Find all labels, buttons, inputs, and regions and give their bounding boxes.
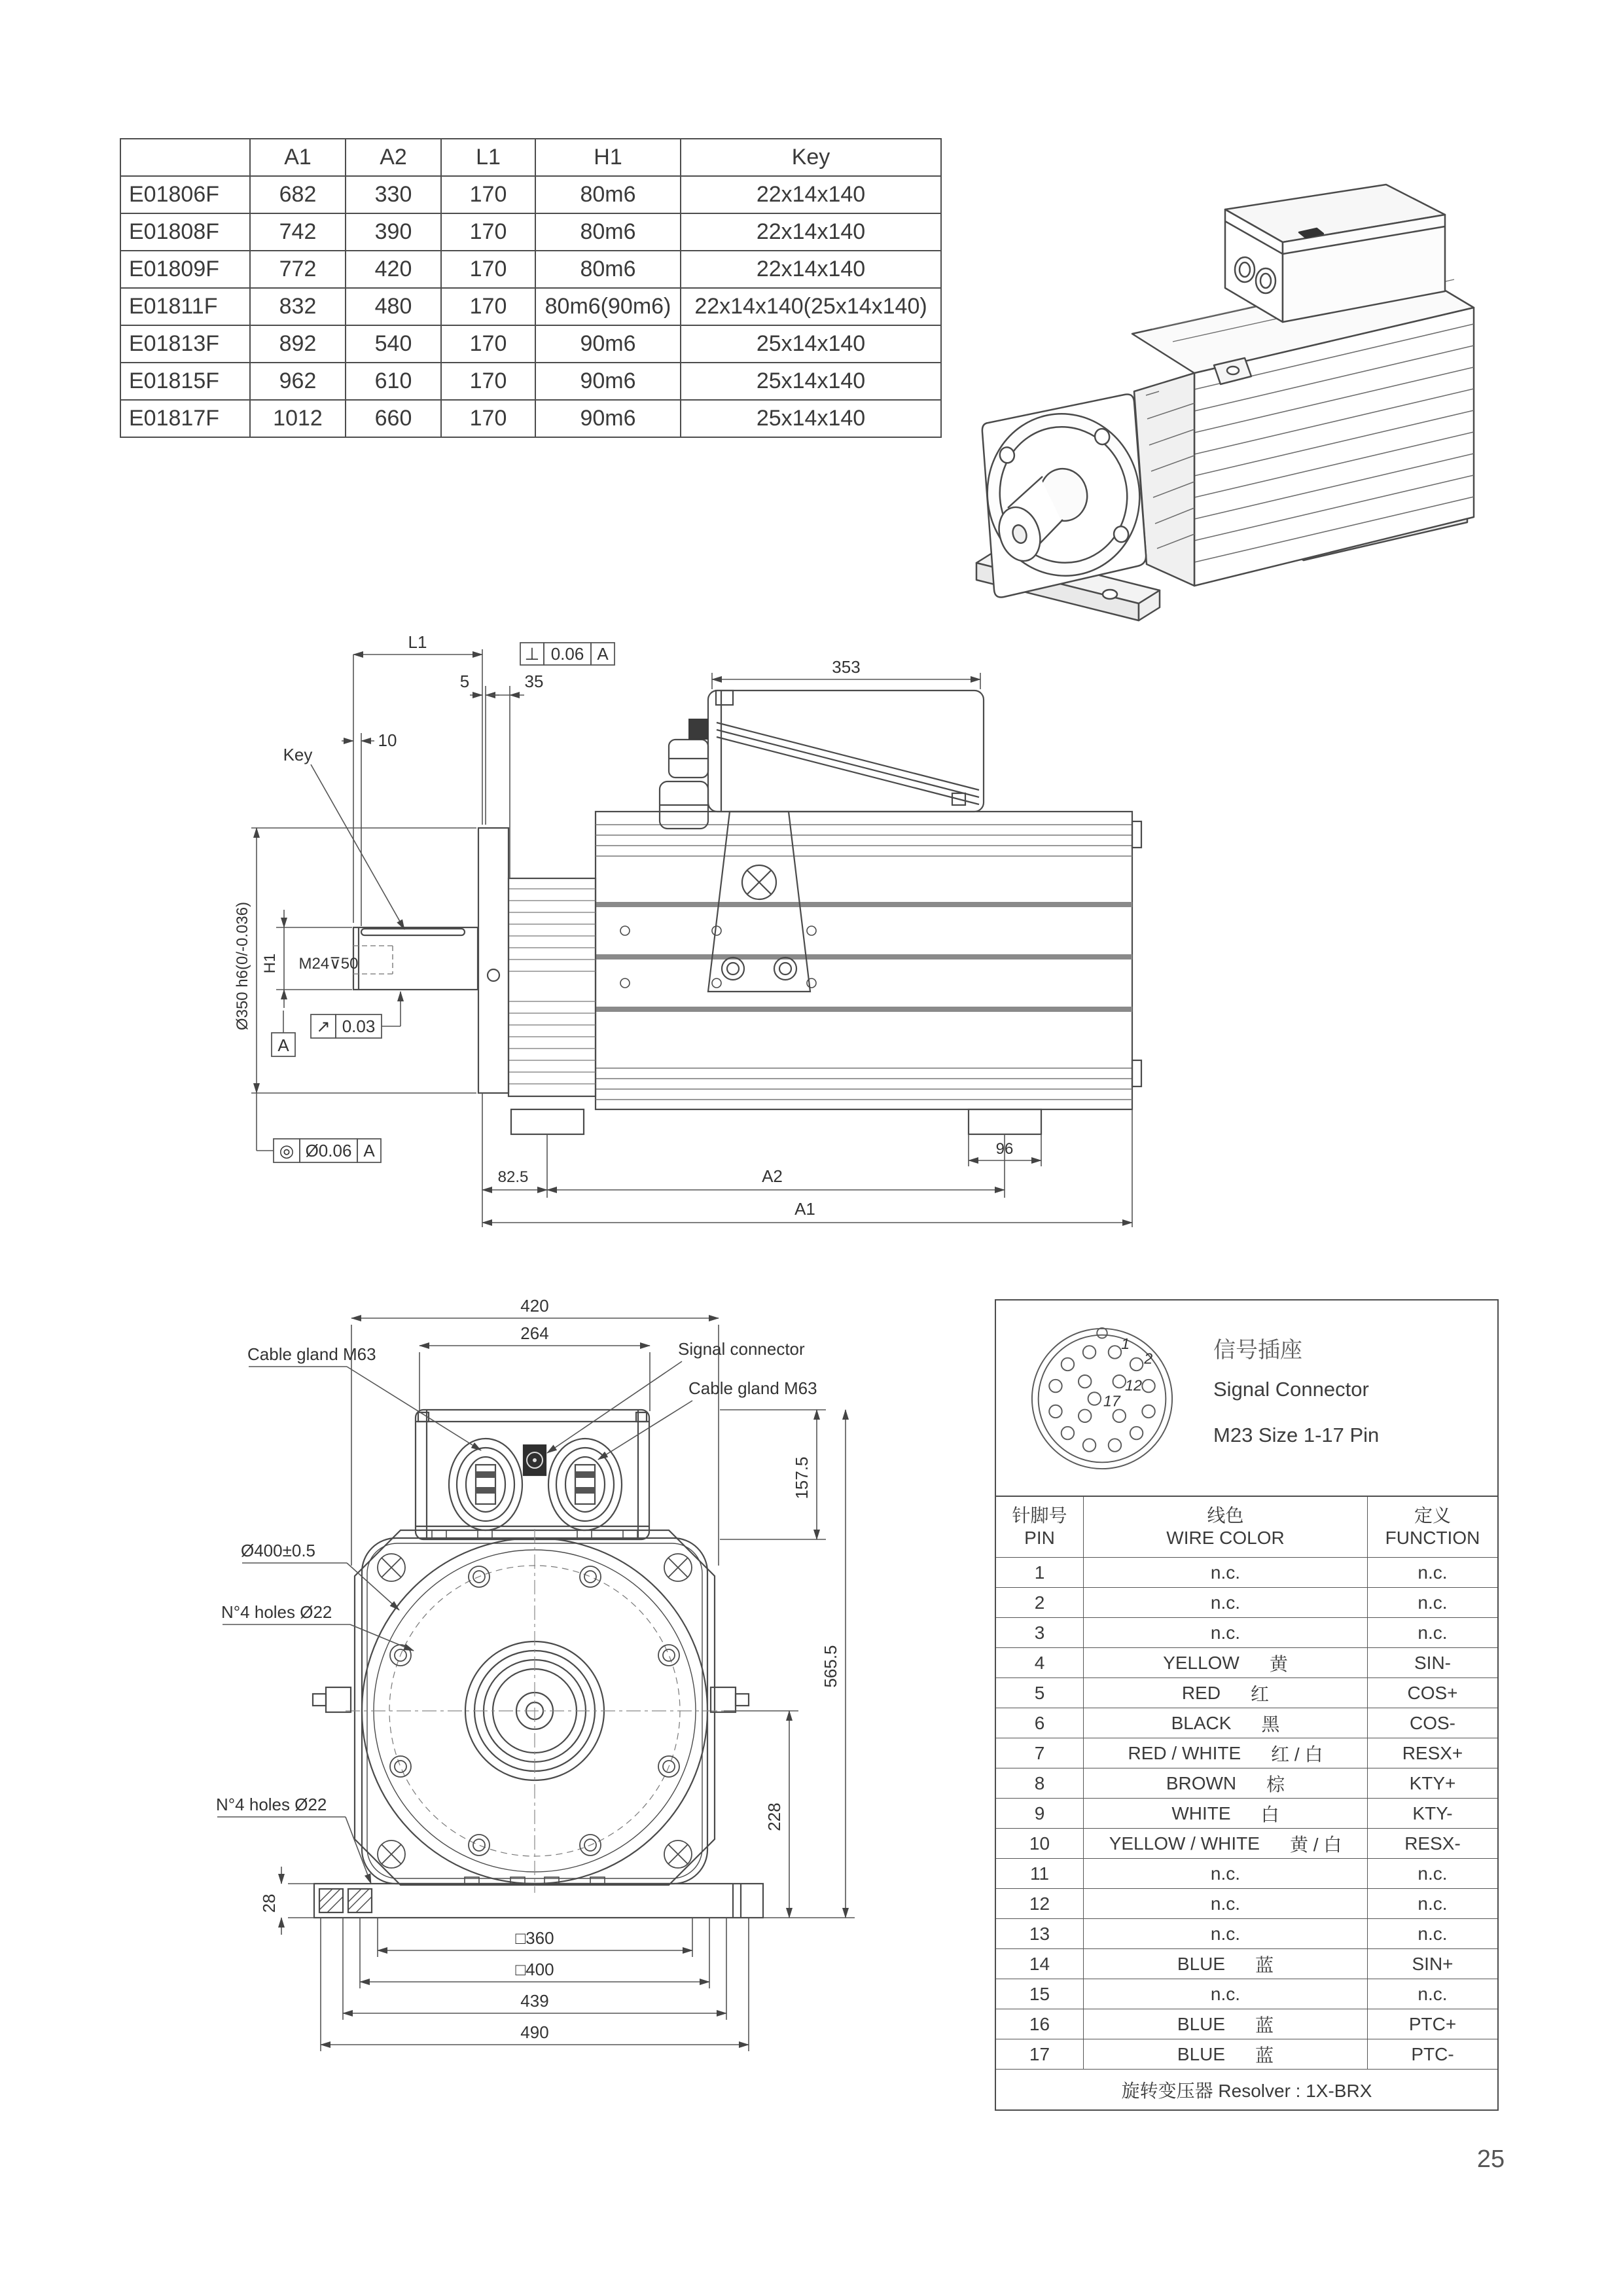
- motor-isometric-illustration: [916, 170, 1525, 622]
- pin-2-label: 2: [1144, 1350, 1153, 1367]
- model-cell: E01817F: [120, 400, 250, 437]
- h1-cell: 90m6: [535, 400, 681, 437]
- l1-cell: 170: [441, 325, 535, 363]
- page-number: 25: [1476, 2145, 1505, 2173]
- pin-header-en: PIN: [1024, 1528, 1055, 1548]
- key-cell: 25x14x140: [681, 363, 941, 400]
- a2-cell: 390: [346, 213, 441, 251]
- model-cell: E01815F: [120, 363, 250, 400]
- l1-cell: 170: [441, 400, 535, 437]
- pin-cell: 5: [996, 1677, 1083, 1708]
- cable-gland-right-label: Cable gland M63: [688, 1378, 817, 1398]
- spec-header-a1: A1: [250, 139, 346, 176]
- model-cell: E01809F: [120, 251, 250, 288]
- dim-353: 353: [832, 657, 861, 677]
- connector-subtitle: M23 Size 1-17 Pin: [1213, 1424, 1380, 1446]
- dim-a1: A1: [794, 1199, 815, 1219]
- func-header-en: FUNCTION: [1385, 1528, 1480, 1548]
- resolver-footer: 旋转变压器 Resolver : 1X-BRX: [996, 2069, 1497, 2109]
- a1-cell: 1012: [250, 400, 346, 437]
- h1-cell: 90m6: [535, 363, 681, 400]
- dim-264: 264: [520, 1323, 549, 1343]
- function-cell: n.c.: [1367, 1587, 1497, 1617]
- connector-title-en: Signal Connector: [1213, 1378, 1369, 1401]
- h1-cell: 80m6: [535, 251, 681, 288]
- model-cell: E01813F: [120, 325, 250, 363]
- a1-cell: 772: [250, 251, 346, 288]
- wire-color-cell: [1083, 1557, 1367, 1587]
- wire-color-en: WHITE: [1171, 1803, 1231, 1823]
- wire-color-cell: [1083, 1948, 1367, 1979]
- pin-cell: 9: [996, 1798, 1083, 1828]
- holes-label-top: N°4 holes Ø22: [221, 1602, 332, 1622]
- dim-l1: L1: [408, 632, 427, 652]
- wire-color-en: n.c.: [1210, 1592, 1241, 1613]
- function-cell: n.c.: [1367, 1557, 1497, 1587]
- spec-header-l1: L1: [441, 139, 535, 176]
- connector-panel: [995, 1299, 1499, 2111]
- side-view-frames: [272, 643, 615, 1162]
- tolerance-value: Ø0.06: [305, 1141, 352, 1160]
- function-col-header: [1367, 1497, 1497, 1557]
- dim-sq400: □400: [515, 1960, 554, 1979]
- cable-gland-left-label: Cable gland M63: [247, 1344, 376, 1364]
- func-header-cn: 定义: [1414, 1505, 1451, 1526]
- a1-cell: 742: [250, 213, 346, 251]
- h1-cell: 80m6: [535, 176, 681, 213]
- runout-icon: ↗: [316, 1016, 330, 1036]
- function-cell: PTC-: [1367, 2039, 1497, 2069]
- side-view-labels: [234, 632, 1013, 1219]
- table-row: [120, 288, 941, 325]
- wire-color-cell: [1083, 1708, 1367, 1738]
- model-cell: E01808F: [120, 213, 250, 251]
- pin-cell: 17: [996, 2039, 1083, 2069]
- wire-color-cell: [1083, 1979, 1367, 2009]
- pin-col-header: [996, 1497, 1083, 1557]
- dim-10: 10: [378, 730, 397, 750]
- a2-cell: 480: [346, 288, 441, 325]
- a2-cell: 610: [346, 363, 441, 400]
- key-cell: 22x14x140: [681, 176, 941, 213]
- wire-color-en: BROWN: [1166, 1772, 1237, 1793]
- function-cell: RESX-: [1367, 1828, 1497, 1858]
- key-label: Key: [283, 745, 313, 764]
- datum-ref: A: [597, 644, 609, 664]
- dim-35: 35: [524, 672, 544, 691]
- spec-header-row: [120, 139, 941, 176]
- model-cell: E01811F: [120, 288, 250, 325]
- front-view-drawing: [183, 1296, 942, 2094]
- table-row: [120, 176, 941, 213]
- function-cell: SIN+: [1367, 1948, 1497, 1979]
- spec-header-key: Key: [681, 139, 941, 176]
- cable-gland-right-front: [548, 1439, 622, 1530]
- wire-color-cn: 棕: [1266, 1774, 1285, 1795]
- wire-color-cell: [1083, 1647, 1367, 1677]
- pin-cell: 7: [996, 1738, 1083, 1768]
- function-cell: n.c.: [1367, 1617, 1497, 1647]
- spec-header-blank: [120, 139, 250, 176]
- wire-color-cell: [1083, 1677, 1367, 1708]
- wire-color-cn: 蓝: [1255, 2045, 1274, 2066]
- function-cell: KTY-: [1367, 1798, 1497, 1828]
- function-cell: n.c.: [1367, 1979, 1497, 2009]
- pin-cell: 13: [996, 1918, 1083, 1948]
- function-cell: SIN-: [1367, 1647, 1497, 1677]
- signal-connector-label: Signal connector: [678, 1339, 805, 1359]
- wire-color-cell: [1083, 1828, 1367, 1858]
- wire-color-cell: [1083, 1858, 1367, 1888]
- dim-sq360: □360: [515, 1928, 554, 1948]
- wire-color-cell: [1083, 1617, 1367, 1647]
- wire-color-cell: [1083, 1738, 1367, 1768]
- spec-header-h1: H1: [535, 139, 681, 176]
- perpendicularity-icon: ⊥: [524, 644, 540, 664]
- function-cell: n.c.: [1367, 1858, 1497, 1888]
- function-cell: KTY+: [1367, 1768, 1497, 1798]
- model-cell: E01806F: [120, 176, 250, 213]
- function-cell: COS-: [1367, 1708, 1497, 1738]
- wire-color-cell: [1083, 1768, 1367, 1798]
- key-cell: 25x14x140: [681, 325, 941, 363]
- table-row: [120, 213, 941, 251]
- key-cell: 22x14x140: [681, 213, 941, 251]
- function-cell: RESX+: [1367, 1738, 1497, 1768]
- wire-color-en: n.c.: [1210, 1923, 1241, 1944]
- key-cell: 22x14x140: [681, 251, 941, 288]
- dim-shaft-diameter: Ø350 h6(0/-0.036): [234, 901, 251, 1031]
- l1-cell: 170: [441, 176, 535, 213]
- pin-cell: 4: [996, 1647, 1083, 1677]
- wire-color-cn: 蓝: [1255, 2015, 1274, 2036]
- wire-color-col-header: [1083, 1497, 1367, 1557]
- pin-header-cn: 针脚号: [1012, 1505, 1067, 1526]
- dim-439: 439: [520, 1991, 549, 2011]
- l1-cell: 170: [441, 288, 535, 325]
- tolerance-value: 0.06: [550, 644, 584, 664]
- dim-28: 28: [259, 1893, 279, 1913]
- function-cell: n.c.: [1367, 1918, 1497, 1948]
- wire-color-cn: 白: [1260, 1804, 1279, 1825]
- wire-color-en: n.c.: [1210, 1622, 1241, 1643]
- wire-color-cell: [1083, 1798, 1367, 1828]
- dim-157-5: 157.5: [792, 1456, 812, 1499]
- pin-1-label: 1: [1121, 1335, 1130, 1353]
- cable-gland-left-front: [449, 1439, 522, 1530]
- table-row: [120, 363, 941, 400]
- a2-cell: 420: [346, 251, 441, 288]
- signal-connector-front: [524, 1445, 546, 1475]
- datum-a-label: A: [277, 1035, 289, 1055]
- a1-cell: 682: [250, 176, 346, 213]
- pin-cell: 14: [996, 1948, 1083, 1979]
- l1-cell: 170: [441, 251, 535, 288]
- wire-color-en: BLUE: [1177, 2043, 1226, 2064]
- spec-header-a2: A2: [346, 139, 441, 176]
- connector-pin-holes: [1049, 1346, 1155, 1452]
- dia-400-label: Ø400±0.5: [241, 1541, 316, 1560]
- h1-cell: 80m6(90m6): [535, 288, 681, 325]
- wire-color-en: n.c.: [1210, 1562, 1241, 1583]
- wire-color-cell: [1083, 2009, 1367, 2039]
- wire-color-en: RED / WHITE: [1128, 1742, 1241, 1763]
- base-plate: [314, 1884, 763, 1918]
- a2-cell: 330: [346, 176, 441, 213]
- l1-cell: 170: [441, 363, 535, 400]
- pin-12-label: 12: [1125, 1376, 1143, 1394]
- pin-cell: 6: [996, 1708, 1083, 1738]
- wire-color-cell: [1083, 1918, 1367, 1948]
- pin-cell: 16: [996, 2009, 1083, 2039]
- a1-cell: 832: [250, 288, 346, 325]
- datum-ref: A: [363, 1141, 375, 1160]
- color-header-cn: 线色: [1207, 1505, 1244, 1526]
- spec-table: [120, 138, 942, 438]
- function-cell: PTC+: [1367, 2009, 1497, 2039]
- dim-490: 490: [520, 2022, 549, 2042]
- concentricity-icon: ◎: [279, 1141, 294, 1160]
- wire-color-en: n.c.: [1210, 1893, 1241, 1914]
- table-row: [120, 400, 941, 437]
- wire-color-en: YELLOW / WHITE: [1109, 1833, 1260, 1854]
- dim-h1: H1: [261, 953, 279, 974]
- wire-color-en: BLUE: [1177, 1953, 1226, 1974]
- thread-callout: M24⊽50: [298, 955, 359, 973]
- pin-cell: 3: [996, 1617, 1083, 1647]
- h1-cell: 80m6: [535, 213, 681, 251]
- table-row: [120, 251, 941, 288]
- wire-color-cn: 黄 / 白: [1289, 1834, 1342, 1855]
- wire-color-en: n.c.: [1210, 1863, 1241, 1884]
- pin-cell: 11: [996, 1858, 1083, 1888]
- function-cell: COS+: [1367, 1677, 1497, 1708]
- wire-color-en: RED: [1181, 1682, 1221, 1703]
- connector-header: [996, 1300, 1497, 1497]
- connector-face-diagram: [1010, 1303, 1194, 1494]
- pin-cell: 12: [996, 1888, 1083, 1918]
- wire-color-cell: [1083, 1888, 1367, 1918]
- wire-color-cn: 黑: [1261, 1713, 1280, 1734]
- wire-color-cn: 红 / 白: [1271, 1744, 1323, 1765]
- l1-cell: 170: [441, 213, 535, 251]
- tolerance-value: 0.03: [342, 1016, 376, 1036]
- pin-cell: 1: [996, 1557, 1083, 1587]
- dim-82-5: 82.5: [497, 1168, 529, 1186]
- a1-cell: 892: [250, 325, 346, 363]
- wire-color-cn: 蓝: [1255, 1954, 1274, 1975]
- dim-a2: A2: [762, 1166, 783, 1186]
- pin-table: [996, 1497, 1497, 2109]
- wire-color-cn: 黄: [1269, 1653, 1288, 1674]
- pin-cell: 8: [996, 1768, 1083, 1798]
- h1-cell: 90m6: [535, 325, 681, 363]
- key-cell: 22x14x140(25x14x140): [681, 288, 941, 325]
- dim-228: 228: [764, 1803, 784, 1831]
- dim-565-5: 565.5: [821, 1645, 840, 1688]
- wire-color-en: n.c.: [1210, 1983, 1241, 2004]
- wire-color-en: YELLOW: [1163, 1652, 1240, 1673]
- wire-color-en: BLACK: [1171, 1712, 1232, 1733]
- wire-color-en: BLUE: [1177, 2013, 1226, 2034]
- color-header-en: WIRE COLOR: [1166, 1528, 1285, 1548]
- front-view-geometry: [313, 1410, 763, 1918]
- a1-cell: 962: [250, 363, 346, 400]
- a2-cell: 660: [346, 400, 441, 437]
- pin-cell: 15: [996, 1979, 1083, 2009]
- dim-420: 420: [520, 1296, 549, 1316]
- dim-5: 5: [459, 672, 470, 691]
- pin-cell: 2: [996, 1587, 1083, 1617]
- function-cell: n.c.: [1367, 1888, 1497, 1918]
- side-view-drawing: [164, 609, 1178, 1263]
- a2-cell: 540: [346, 325, 441, 363]
- dim-96: 96: [995, 1140, 1014, 1158]
- wire-color-cell: [1083, 2039, 1367, 2069]
- pin-cell: 10: [996, 1828, 1083, 1858]
- side-view-geometry: [353, 691, 1141, 1134]
- pin-17-label: 17: [1103, 1392, 1120, 1410]
- wire-color-cell: [1083, 1587, 1367, 1617]
- connector-title-cn: 信号插座: [1213, 1338, 1302, 1363]
- holes-label-bottom: N°4 holes Ø22: [216, 1795, 327, 1814]
- wire-color-cn: 红: [1251, 1683, 1270, 1704]
- table-row: [120, 325, 941, 363]
- key-cell: 25x14x140: [681, 400, 941, 437]
